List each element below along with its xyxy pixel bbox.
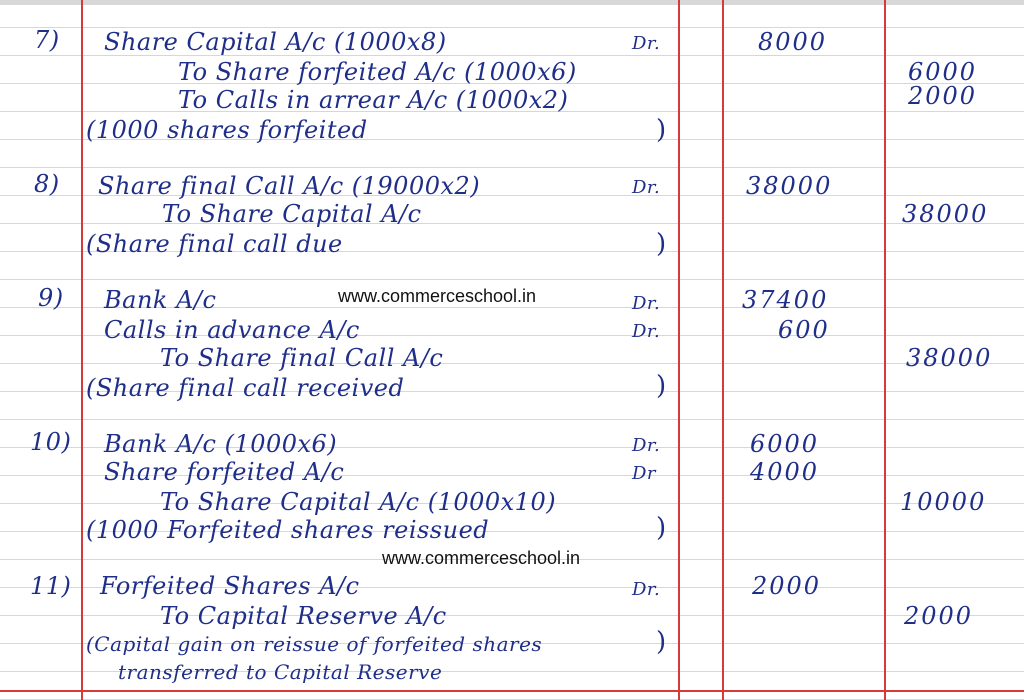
bottom-rule — [0, 690, 1024, 692]
entry-number: 10) — [30, 428, 72, 456]
debit-amount: 2000 — [752, 572, 822, 600]
debit-amount: 600 — [778, 316, 830, 344]
dr-marker: Dr. — [632, 293, 661, 314]
narration-continued: transferred to Capital Reserve — [118, 660, 443, 684]
narration: (1000 shares forfeited — [86, 116, 368, 144]
narration: (1000 Forfeited shares reissued — [86, 516, 490, 544]
credit-amount: 38000 — [906, 344, 993, 372]
watermark: www.commerceschool.in — [382, 548, 581, 568]
debit-amount: 37400 — [742, 286, 829, 314]
debit-account-line: Share final Call A/c (19000x2) — [98, 172, 481, 200]
credit-account-line: To Share Capital A/c — [162, 200, 422, 228]
watermark: www.commerceschool.in — [338, 286, 537, 306]
narration-close: ) — [656, 627, 667, 657]
dr-marker: Dr. — [632, 435, 661, 456]
lf-column-left-line — [678, 0, 680, 700]
narration: (Share final call due — [86, 230, 343, 258]
debit-amount: 8000 — [758, 28, 828, 56]
dr-marker: Dr — [632, 463, 657, 484]
debit-account-line: Share forfeited A/c — [104, 458, 345, 486]
narration: (Capital gain on reissue of forfeited shares — [86, 632, 543, 656]
credit-amount: 38000 — [902, 200, 989, 228]
lf-column-right-line — [722, 0, 724, 700]
debit-account-line: Share Capital A/c (1000x8) — [104, 28, 447, 56]
debit-amount: 6000 — [750, 430, 820, 458]
credit-amount: 2000 — [908, 82, 978, 110]
credit-account-line: To Share final Call A/c — [160, 344, 444, 372]
dr-marker: Dr. — [632, 177, 661, 198]
debit-column-right-line — [884, 0, 886, 700]
top-border — [0, 0, 1024, 5]
entry-number: 8) — [34, 170, 60, 198]
narration: (Share final call received — [86, 374, 405, 402]
debit-account-line: Bank A/c (1000x6) — [104, 430, 338, 458]
debit-account-line: Forfeited Shares A/c — [100, 572, 360, 600]
narration-close: ) — [656, 115, 667, 145]
dr-marker: Dr. — [632, 33, 661, 54]
debit-amount: 38000 — [746, 172, 833, 200]
narration-close: ) — [656, 371, 667, 401]
margin-line — [81, 0, 83, 700]
dr-marker: Dr. — [632, 321, 661, 342]
debit-amount: 4000 — [750, 458, 820, 486]
credit-amount: 2000 — [904, 602, 974, 630]
credit-amount: 6000 — [908, 58, 978, 86]
credit-account-line: To Calls in arrear A/c (1000x2) — [178, 86, 569, 114]
credit-amount: 10000 — [900, 488, 987, 516]
entry-number: 11) — [30, 572, 72, 600]
debit-account-line: Bank A/c — [104, 286, 217, 314]
dr-marker: Dr. — [632, 579, 661, 600]
narration-close: ) — [656, 513, 667, 543]
credit-account-line: To Share forfeited A/c (1000x6) — [178, 58, 577, 86]
debit-account-line: Calls in advance A/c — [104, 316, 360, 344]
entry-number: 7) — [34, 26, 60, 54]
credit-account-line: To Share Capital A/c (1000x10) — [160, 488, 557, 516]
credit-account-line: To Capital Reserve A/c — [160, 602, 447, 630]
narration-close: ) — [656, 229, 667, 259]
entry-number: 9) — [38, 284, 64, 312]
